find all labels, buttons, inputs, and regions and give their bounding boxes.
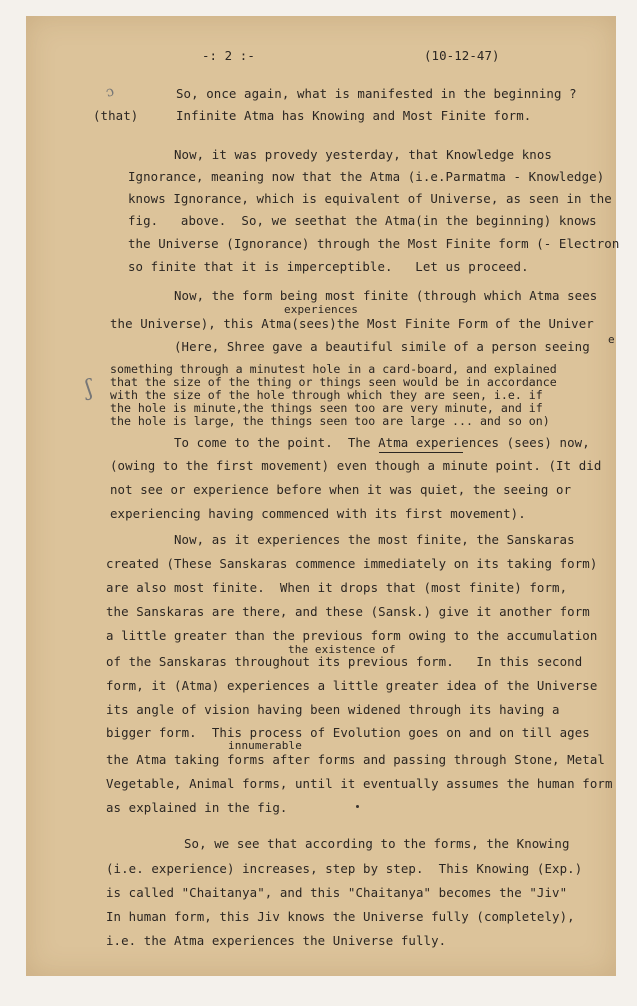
text-line: (Here, Shree gave a beautiful simile of a person seeing [174, 339, 590, 354]
typed-page [26, 16, 620, 976]
text-line: the Universe), this Atma(sees)the Most Finite Form of the Univer [110, 316, 594, 331]
text-line: Now, the form being most finite (through which Atma sees [174, 288, 598, 303]
text-line: not see or experience before when it was quiet, the seeing or [110, 482, 572, 497]
document-date: (10-12-47) [424, 48, 500, 63]
text-line: experiencing having commenced with its first movement). [110, 506, 526, 521]
text-line: the hole is large, the things seen too are large ... and so on) [110, 414, 550, 428]
text-line: the Atma taking forms after forms and passing through Stone, Metal [106, 752, 605, 767]
text-line: knows Ignorance, which is equivalent of Universe, as seen in the [128, 191, 612, 206]
text-line: i.e. the Atma experiences the Universe fully. [106, 933, 447, 948]
text-line: a little greater than the previous form owing to the accumulation [106, 628, 598, 643]
text-line: In human form, this Jiv knows the Universe fully (completely), [106, 909, 575, 924]
text-line: created (These Sanskaras commence immediately on its taking form) [106, 556, 598, 571]
text-line: Now, it was provedy yesterday, that Knowledge knos [174, 147, 552, 162]
text-line: something through a minutest hole in a card-board, and explained [110, 362, 557, 376]
text-line-end: e [608, 333, 615, 346]
text-line: So, we see that according to the forms, the Knowing [184, 836, 570, 851]
text-line: the hole is minute,the things seen too are very minute, and if [110, 401, 543, 415]
text-line: as explained in the fig. [106, 800, 288, 815]
text-line: form, it (Atma) experiences a little greater idea of the Universe [106, 678, 598, 693]
text-line: with the size of the hole through which they are seen, i.e. if [110, 388, 543, 402]
text-line: Infinite Atma has Knowing and Most Finite form. [176, 108, 532, 123]
page-number: -: 2 :- [202, 48, 255, 63]
text-line: Now, as it experiences the most finite, the Sanskaras [174, 532, 575, 547]
text-line: Ignorance, meaning now that the Atma (i.e.Parmatma - Knowledge) [128, 169, 605, 184]
handwritten-insertion: experiences [284, 303, 358, 316]
underline [379, 452, 463, 453]
text-line: So, once again, what is manifested in the beginning ? [176, 86, 577, 101]
text-line: (i.e. experience) increases, step by step. This Knowing (Exp.) [106, 861, 583, 876]
text-line: Vegetable, Animal forms, until it eventually assumes the human form [106, 776, 613, 791]
text-line: the Universe (Ignorance) through the Most Finite form (- Electron [128, 236, 620, 251]
text-line: To come to the point. The Atma experiences (sees) now, [174, 435, 590, 450]
margin-pencil-mark: ɔ [103, 83, 117, 101]
text-line: the Sanskaras are there, and these (Sansk.) give it another form [106, 604, 590, 619]
text-line: (owing to the first movement) even though a minute point. (It did [110, 458, 602, 473]
stray-mark [356, 805, 359, 808]
margin-note: (that) [93, 108, 139, 123]
margin-pencil-mark: ʃ [83, 375, 95, 402]
handwritten-insertion: the existence of [288, 643, 396, 656]
text-line: are also most finite. When it drops that (most finite) form, [106, 580, 568, 595]
text-line: is called "Chaitanya", and this "Chaitanya" becomes the "Jiv" [106, 885, 568, 900]
text-line: bigger form. This process of Evolution goes on and on till ages [106, 725, 590, 740]
text-line: of the Sanskaras throughout its previous form. In this second [106, 654, 583, 669]
text-line: its angle of vision having been widened through its having a [106, 702, 560, 717]
handwritten-insertion: innumerable [228, 739, 302, 752]
text-line: fig. above. So, we seethat the Atma(in the beginning) knows [128, 213, 597, 228]
text-line: that the size of the thing or things seen would be in accordance [110, 375, 557, 389]
text-line: so finite that it is imperceptible. Let us proceed. [128, 259, 529, 274]
